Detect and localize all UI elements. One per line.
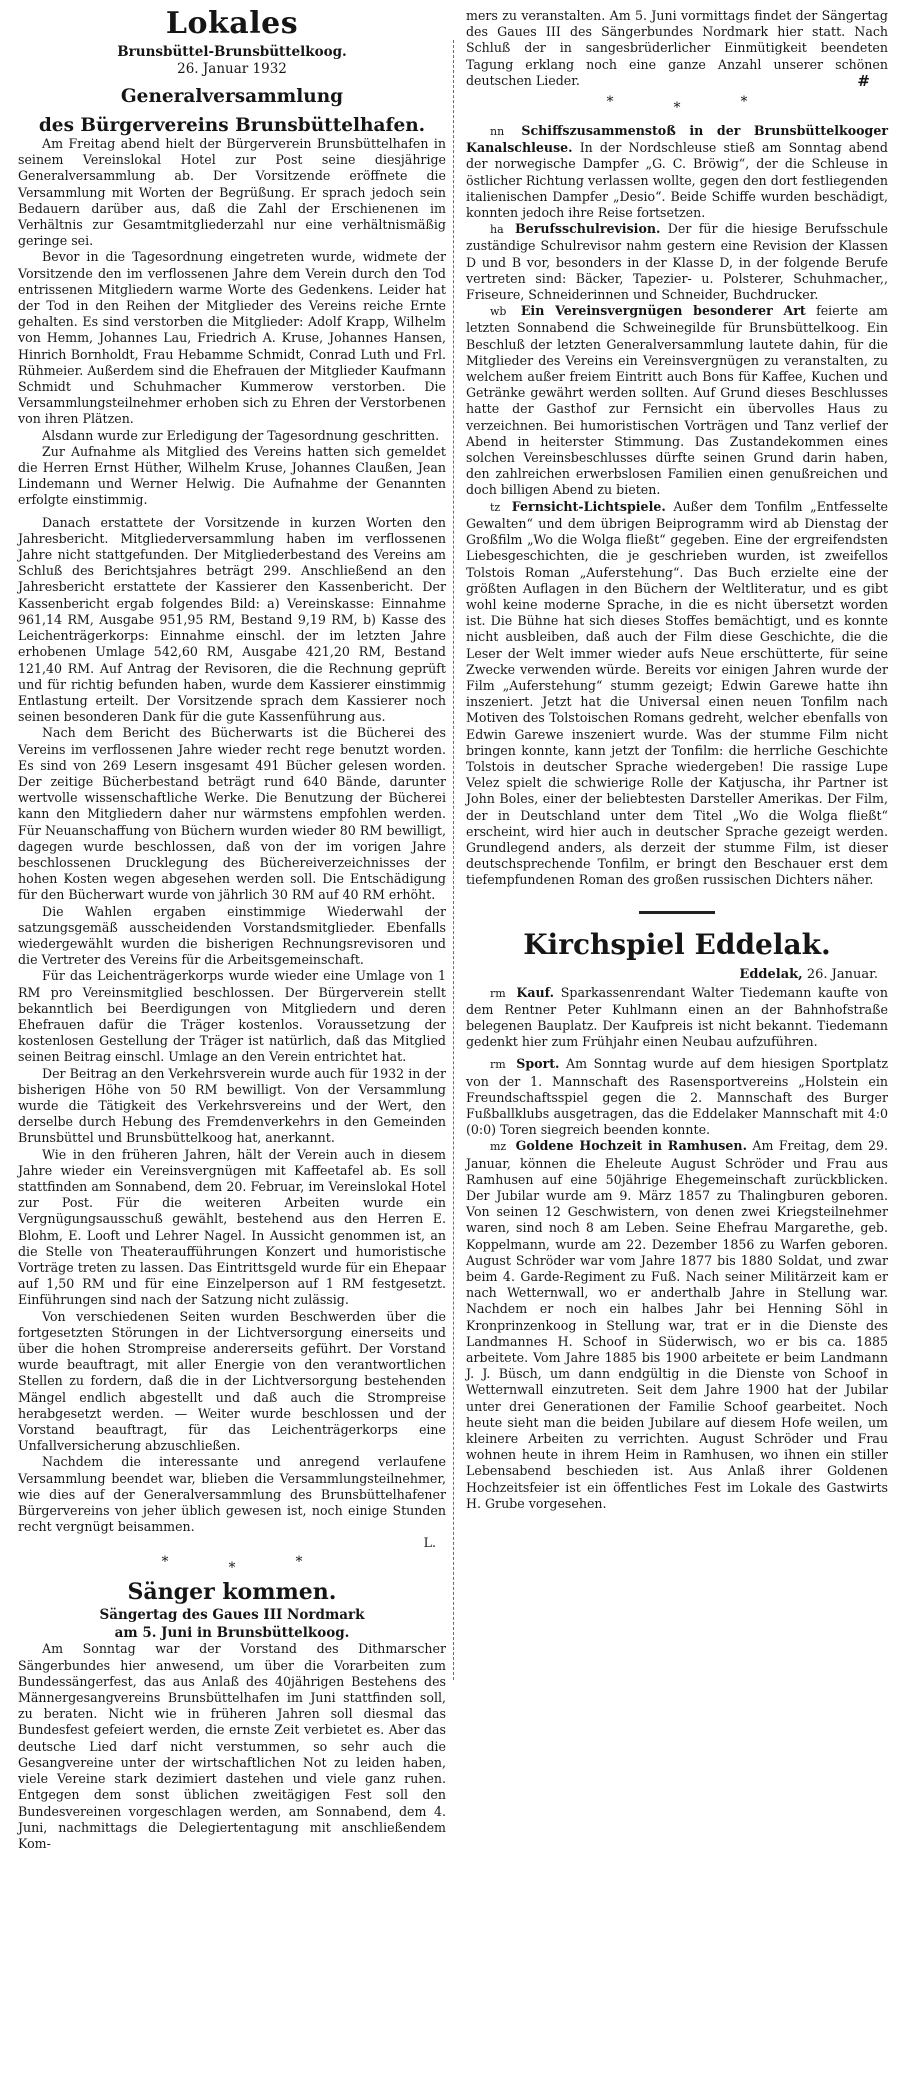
news-item-lead: Fernsicht-Lichtspiele. [511,498,666,514]
article-paragraph: Bevor in die Tagesordnung eingetreten wurde, widmete der Vorsitzende den im verflossenen Jahre dem Verein durch den Tod entrissenen Mitgliedern warme Worte des Gedenkens. Leider hat der Tod in den Reihen der Mitglieder des Vereins reiche Ernte gehalten. Es sind verstorben die Mitglieder: Adolf Krapp, Wilhelm von Hemm, Johannes Lau, Friedrich A. Kruse, Johannes Hansen, Hinrich Bornholdt, Frau Hebamme Schmidt, Conrad Luth und Frl. Rühmeier. Außerdem sind die Ehefrauen der Mitglieder Kaufmann Schmidt und Schuhmacher Kummerow verstorben. Die Versammlungsteilnehmer erhoben sich zu Ehren der Verstorbenen von ihren Plätzen. [18,249,446,427]
news-item-lead: Ein Vereinsvergnügen besonderer Art [520,303,806,319]
news-item [466,985,888,1051]
news-item-body: feierte am letzten Sonnabend die Schweinegilde für Brunsbüttelkoog. Ein Beschluß der letzten Generalversammlung lautete dahin, für die Mitglieder des Vereins ein Vereinsvergnügen zu veranstalten, zu welchem außer freiem Eintritt auch Bons für Kaffee, Kuchen und Getränke gewährt werden sollten. Auf Grund dieses Beschlusses hatte der Gasthof zur Fernsicht ein übervolles Haus zu verzeichnen. Bei humoristischen Vorträgen und Tanz verlief der Abend in heiterster Stimmung. Das Zustandekommen eines solchen Vereinsbeschlusses dürfte seinen Grund darin haben, den zahlreichen erwerbslosen Familien einen genußreichen und doch billigen Abend zu bieten. [466,303,888,498]
article-paragraph: Alsdann wurde zur Erledigung der Tagesordnung geschritten. [42,427,440,443]
news-item [466,1056,888,1138]
news-item-body: Sparkassenrendant Walter Tiedemann kaufte von dem Rentner Peter Kuhlmann einen an der Bahnhofstraße belegenen Bauplatz. Der Kaufpreis ist nicht bekannt. Tiedemann gedenkt hier zum Frühjahr einen Neubau aufzuführen. [466,984,888,1050]
locality-subhead: Brunsbüttel-Brunsbüttelkoog. [117,44,347,60]
asterisk-icon: * [228,1560,296,1577]
asterisk-icon: * [673,100,741,117]
news-item [466,499,888,889]
dateline-date: 26. Januar. [806,966,878,982]
news-item-tag: tz [490,500,501,514]
news-item-tag: wb [490,305,507,319]
article-paragraph: Am Sonntag war der Vorstand des Dithmarscher Sängerbundes hier anwesend, um über die Vorarbeiten zum Bundessängerfest, das aus Anlaß des 40jährigen Bestehens des Männergesangvereins Brunsbüttelhafen im Juni stattfinden soll, zu beraten. Nicht wie in früheren Jahren soll diesmal das Bundesfest gefeiert werden, die ernste Zeit verbietet es. Aber das deutsche Lied darf nicht verstummen, so sehr auch die Gesangvereine unter der wirtschaftlichen Not zu leiden haben, viele Vereine stark dezimiert dastehen und viele ganz ruhen. Entgegen dem sonst üblichen zweitägigen Fest soll den Bundesvereinen vorgeschlagen werden, am Sonnabend, dem 4. Juni, nachmittags die Delegiertentagung mit anschließendem Kom- [18,1641,446,1851]
article-headline: Generalversammlung [120,86,344,107]
article-subheadline: am 5. Juni in Brunsbüttelkoog. [114,1625,350,1642]
asterisk-icon: * [295,1554,363,1571]
asterism-separator [18,1554,446,1577]
author-signature: L. [423,1535,436,1551]
news-item-body: Der für die hiesige Berufsschule zuständige Schulrevisor nahm gestern eine Revision der Klassen D und B vor, besonders in der Klasse D, in der folgende Berufe vertreten sind: Bäcker, Tapezier- u. Polsterer, Schuhmacher,, Friseure, Schneiderinnen und Schneider, Buchdrucker. [466,221,888,303]
article-paragraph: Zur Aufnahme als Mitglied des Vereins hatten sich gemeldet die Herren Ernst Hüther, Wilhelm Kruse, Johannes Claußen, Jean Lindemann und Werner Helwig. Die Aufnahme der Genannten erfolgte einstimmig. [18,443,446,508]
news-item-lead: Sport. [516,1056,560,1072]
news-item-body: Am Freitag, dem 29. Januar, können die Eheleute August Schröder und Frau aus Ramhusen auf eine 50jährige Ehegemeinschaft zurückblicken. Der Jubilar wurde am 9. März 1857 zu Thalingburen geboren. Von seinen 12 Geschwistern, von denen zwei Kriegsteilnehmer waren, sind noch 8 am Leben. Seine Ehefrau Margarethe, geb. Koppelmann, wurde am 22. Dezember 1856 zu Warfen geboren. August Schröder war vom Jahre 1877 bis 1880 Soldat, und zwar beim 4. Garde-Regiment zu Fuß. Nach seiner Militärzeit kam er nach Wetternwall, wo er anderthalb Jahre in Stellung war. Nachdem er noch ein halbes Jahr bei Henning Söhl in Kronprinzenkoog in Stellung war, trat er in die Dienste des Landmannes H. Schoof in Süderwisch, wo er bis ca. 1885 arbeitete. Vom Jahre 1885 bis 1900 arbeitete er beim Landmann J. J. Büsch, um dann endgültig in die Dienste von Schoof in Wetternwall einzutreten. Seit dem Jahre 1900 hat der Jubilar unter drei Generationen der Familie Schoof gearbeitet. Noch heute sieht man die beiden Jubilare auf diesem Hofe weilen, um kleinere Arbeiten zu verrichten. August Schröder und Frau wohnen heute in ihrem Heim in Ramhusen, wo ihnen ein stiller Lebensabend beschieden ist. Aus Anlaß ihrer Goldenen Hochzeitsfeier ist ein öffentliches Fest im Lokale des Gastwirts H. Grube vorgesehen. [466,1138,888,1511]
news-item-lead: Schiffszusammenstoß in der Brunsbüttelkooger Kanalschleuse. [466,123,888,156]
asterism-separator [466,94,888,117]
article-paragraph: Nachdem die interessante und anregend verlaufene Versammlung beendet war, blieben die Versammlungsteilnehmer, wie dies auf der Generalversammlung des Brunsbüttelhafener Bürgervereins von jeher üblich gewesen ist, noch einige Stunden recht vergnügt beisammen. [18,1454,446,1535]
continued-text: mers zu veranstalten. Am 5. Juni vormittags findet der Sängertag des Gaues III des Sängerbundes Nordmark hier statt. Nach Schluß der in sangesbrüderlicher Einmütigkeit beendeten Tagung erklang noch eine ganze Anzahl unserer schönen deutschen Lieder. [466,8,888,88]
section-rule [639,911,715,914]
article-paragraph: Von verschiedenen Seiten wurden Beschwerden über die fortgesetzten Störungen in der Lichtversorgung einerseits und über die hohen Strompreise andererseits geführt. Der Vorstand wurde beauftragt, mit aller Energie von den verantwortlichen Stellen zu fordern, daß die in der Lichtversorgung bestehenden Mängel endlich abgestellt und daß auch die Strompreise herabgesetzt werden. — Weiter wurde beschlossen und der Vorstand beauftragt, für das Leichenträgerkorps eine Unfallversicherung abzuschließen. [18,1308,446,1454]
news-item-tag: rm [490,986,506,1000]
news-item-tag: mz [490,1140,507,1154]
dateline-place: Eddelak, [739,966,803,982]
news-item [466,303,888,498]
news-item-tag: ha [490,223,504,237]
news-item-body: Außer dem Tonfilm „Entfesselte Gewalten“ und dem übrigen Beiprogramm wird ab Dienstag der Großfilm „Wo die Wolga fließt“ gegeben. Eine der ergreifendsten Liebesgeschichten, die je geschrieben wurden, ist zweifellos Tolstois Roman „Auferstehung“. Das Buch erzielte eine der größten Auflagen in den Büchern der Weltliteratur, und es gibt wohl keine moderne Sprache, in die es nicht übersetzt worden ist. Die Bühne hat sich dieses Stoffes bemächtigt, und es konnte nicht ausbleiben, daß auch der Film diese Geschichte, die die Leser der Welt immer wieder aufs Neue erschütterte, für seine Zwecke verwenden würde. Bereits vor einigen Jahren wurde der Film „Auferstehung“ stumm gezeigt; Edwin Garewe hatte ihn inszeniert. Jetzt hat die Universal einen neuen Tonfilm nach Motiven des Tolstoischen Romans gedreht, welcher ebenfalls von Edwin Garewe inszeniert wurde. Was der stumme Film nicht bringen konnte, kann jetzt der Tonfilm: die herrliche Geschichte Tolstois in deutscher Sprache wiedergeben! Die rassige Lupe Velez spielt die schwierige Rolle der Katjuscha, ihr Partner ist John Boles, einer der beliebtesten Darsteller Amerikas. Der Film, der in Deutschland unter dem Titel „Wo die Wolga fließt“ erscheint, wird hier auch in deutscher Sprache gezeigt werden. Grundlegend anders, als derzeit der stumme Film, ist dieser deutschsprechende Tonfilm, er bringt den Beschauer erst dem tiefempfundenen Roman des großen russischen Dichters näher. [466,498,888,888]
news-item [466,221,888,303]
dateline: 26. Januar 1932 [177,61,287,77]
left-column [18,0,446,1852]
asterisk-icon: * [161,1554,229,1571]
section-masthead: Lokales [165,6,299,41]
news-item [466,1138,888,1512]
news-item-body: In der Nordschleuse stieß am Sonntag abend der norwegische Dampfer „G. C. Bröwig“, der die Schleuse in östlicher Richtung verlassen wollte, gegen den dort festliegenden italienischen Dampfer „Desio“. Beide Schiffe wurden beschädigt, konnten jedoch ihre Reise fortsetzen. [466,140,888,221]
article-paragraph: Nach dem Bericht des Bücherwarts ist die Bücherei des Vereins im verflossenen Jahre wieder recht rege benutzt worden. Es sind von 269 Lesern insgesamt 491 Bücher gelesen worden. Der zeitige Bücherbestand beträgt rund 640 Bände, darunter wertvolle wissenschaftliche Werke. Die Benutzung der Bücherei kann den Mitgliedern daher nur wärmstens empfohlen werden. Für Neuanschaffung von Büchern wurden wieder 80 RM bewilligt, dagegen wurde beschlossen, daß von der im vorigen Jahre beschlossenen Drucklegung des Büchereiverzeichnisses der hohen Kosten wegen abgesehen werden soll. Die Entschädigung für den Bücherwart wurde von jährlich 30 RM auf 40 RM erhöht. [18,725,446,903]
news-item-lead: Kauf. [516,984,555,1000]
author-signature: # [857,71,870,90]
asterisk-icon: * [740,94,808,111]
news-item [466,123,888,221]
news-item-tag: nn [490,125,505,139]
news-item-lead: Goldene Hochzeit in Ramhusen. [515,1138,747,1154]
section-title: Kirchspiel Eddelak. [523,927,831,961]
news-item-body: Am Sonntag wurde auf dem hiesigen Sportplatz von der 1. Mannschaft des Rasensportvereins „Holstein ein Freundschaftsspiel gegen die 2. Mannschaft des Burger Fußballklubs ausgetragen, das die Eddelaker Mannschaft mit 4:0 (0:0) Toren siegreich beenden konnte. [466,1056,888,1138]
article-paragraph: Am Freitag abend hielt der Bürgerverein Brunsbüttelhafen in seinem Vereinslokal Hotel zur Post seine diesjährige Generalversammlung ab. Der Vorsitzende eröffnete die Versammlung mit Worten der Begrüßung. Er sprach jedoch sein Bedauern darüber aus, daß die Zahl der Erschienenen im Verhältnis zur Gesamtmitgliederzahl nur eine verhältnismäßig geringe sei. [18,136,446,249]
article-headline-line-2: des Bürgervereins Brunsbüttelhafen. [38,115,426,136]
article-paragraph: Wie in den früheren Jahren, hält der Verein auch in diesem Jahre wieder ein Vereinsvergnügen mit Kaffeetafel ab. Es soll stattfinden am Sonnabend, dem 20. Februar, im Vereinslokal Hotel zur Post. Für die weiteren Arbeiten wurde ein Vergnügungsausschuß gewählt, bestehend aus den Herren E. Blohm, E. Looft und Lehrer Nagel. In Aussicht genommen ist, an die Stelle von Theateraufführungen Konzert und humoristische Vorträge treten zu lassen. Das Eintrittsgeld wurde für ein Ehepaar auf 1,50 RM und für eine Einzelperson auf 1 RM festgesetzt. Einführungen sind nach der Satzung nicht zulässig. [18,1146,446,1308]
asterisk-icon: * [606,94,674,111]
right-column [466,0,888,1512]
column-divider [453,40,454,1680]
article-headline: Sänger kommen. [127,1579,337,1606]
article-paragraph: Die Wahlen ergaben einstimmige Wiederwahl der satzungsgemäß ausscheidenden Vorstandsmitglieder. Ebenfalls wiedergewählt wurden die bisherigen Rechnungsrevisoren und die Vertreter des Vereins für die Arbeitsgemeinschaft. [18,903,446,968]
article-paragraph: Danach erstattete der Vorsitzende in kurzen Worten den Jahresbericht. Mitgliederversammlung haben im verflossenen Jahre nicht stattgefunden. Der Mitgliederbestand des Vereins am Schluß des Berichtsjahres beträgt 299. Anschließend an den Jahresbericht erstattete der Kassierer den Kassenbericht. Der Kassenbericht ergab folgendes Bild: a) Vereinskasse: Einnahme 961,14 RM, Ausgabe 951,95 RM, Bestand 9,19 RM, b) Kasse des Leichenträgerkorps: Einnahme einschl. der im letzten Jahre erhobenen Umlage 542,60 RM, Ausgabe 421,20 RM, Bestand 121,40 RM. Auf Antrag der Revisoren, die die Rechnung geprüft und für richtig befunden haben, wurde dem Kassierer einstimmig Entlastung erteilt. Der Vorsitzende sprach dem Kassierer noch seinen besonderen Dank für die gute Kassenführung aus. [18,514,446,725]
article-paragraph: Der Beitrag an den Verkehrsverein wurde auch für 1932 in der bisherigen Höhe von 50 RM bewilligt. Von der Versammlung wurde die Tätigkeit des Verkehrsvereins und der Wert, den derselbe durch Hebung des Fremdenverkehrs in den Gemeinden Brunsbüttel und Brunsbüttelkoog hat, anerkannt. [18,1065,446,1146]
section-dateline [466,966,878,983]
article-subheadline: Sängertag des Gaues III Nordmark [99,1607,365,1624]
article-paragraph: Für das Leichenträgerkorps wurde wieder eine Umlage von 1 RM pro Vereinsmitglied beschlossen. Der Bürgerverein stellt bekanntlich bei Beerdigungen von Mitgliedern und deren Ehefrauen dafür die Träger kostenlos. Voraussetzung der kostenlosen Gestellung der Träger ist natürlich, daß das Mitglied seinen Beitrag einschl. Umlage an den Verein entrichtet hat. [18,968,446,1065]
news-item-lead: Berufsschulrevision. [515,221,661,237]
news-item-tag: rm [490,1058,506,1072]
article-paragraph-continued [466,8,888,89]
